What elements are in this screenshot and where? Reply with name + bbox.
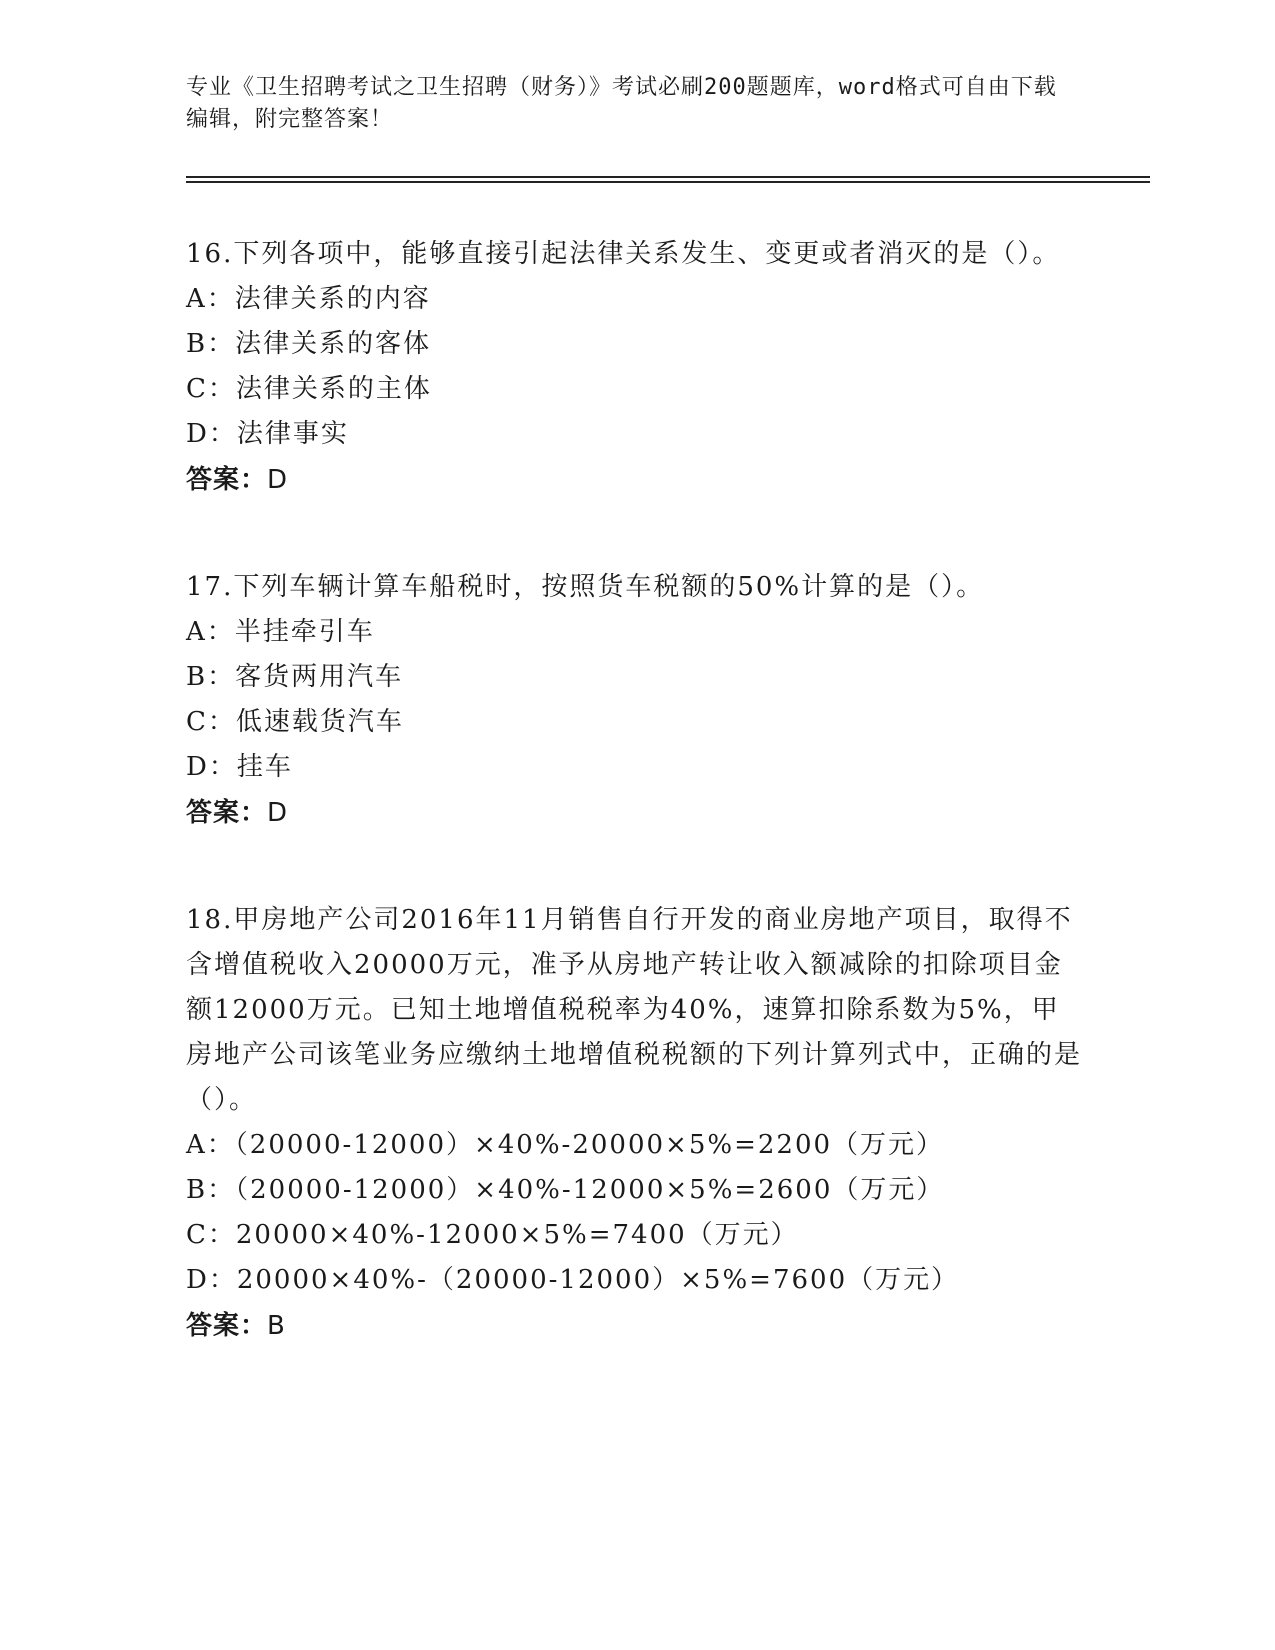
question-17 bbox=[186, 565, 1086, 836]
option-d: D：20000×40%-（20000-12000）×5%=7600（万元） bbox=[186, 1265, 960, 1295]
option-c: C：法律关系的主体 bbox=[186, 374, 432, 404]
option-a: A：法律关系的内容 bbox=[186, 284, 431, 314]
option-a: A：半挂牵引车 bbox=[186, 617, 375, 647]
answer-label: 答案： bbox=[186, 798, 268, 828]
question-stem: 17.下列车辆计算车船税时，按照货车税额的50%计算的是（）。 bbox=[186, 572, 985, 602]
option-b: B：法律关系的客体 bbox=[186, 329, 432, 359]
option-a: A：（20000-12000）×40%-20000×5%=2200（万元） bbox=[186, 1130, 945, 1160]
question-stem: 16.下列各项中，能够直接引起法律关系发生、变更或者消灭的是（）。 bbox=[186, 239, 1061, 269]
answer-value: D bbox=[267, 798, 289, 828]
option-d: D：挂车 bbox=[186, 752, 293, 782]
answer bbox=[186, 1303, 1086, 1349]
header-text: 专业《卫生招聘考试之卫生招聘（财务）》考试必刷200题题库，word格式可自由下载编辑，附完整答案！ bbox=[186, 75, 1057, 132]
option-c: C：20000×40%-12000×5%=7400（万元） bbox=[186, 1220, 799, 1250]
option-b: B：客货两用汽车 bbox=[186, 662, 404, 692]
answer-value: D bbox=[267, 465, 289, 495]
question-stem: 18.甲房地产公司2016年11月销售自行开发的商业房地产项目，取得不含增值税收入20000万元，准予从房地产转让收入额减除的扣除项目金额12000万元。已知土地增值税税率为40%，速算扣除系数为5%，甲房地产公司该笔业务应缴纳土地增值税税额的下列计算列式中，正确的是（）。 bbox=[186, 905, 1083, 1115]
question-list bbox=[186, 232, 1086, 1411]
answer-label: 答案： bbox=[186, 465, 268, 495]
answer bbox=[186, 790, 1086, 836]
answer bbox=[186, 457, 1086, 503]
header-rule-bottom bbox=[186, 181, 1150, 183]
option-d: D：法律事实 bbox=[186, 419, 349, 449]
header-rule-top bbox=[186, 176, 1150, 178]
question-18 bbox=[186, 898, 1086, 1349]
answer-label: 答案： bbox=[186, 1311, 268, 1341]
answer-value: B bbox=[267, 1311, 286, 1341]
question-16 bbox=[186, 232, 1086, 503]
option-c: C：低速载货汽车 bbox=[186, 707, 404, 737]
option-b: B：（20000-12000）×40%-12000×5%=2600（万元） bbox=[186, 1175, 945, 1205]
